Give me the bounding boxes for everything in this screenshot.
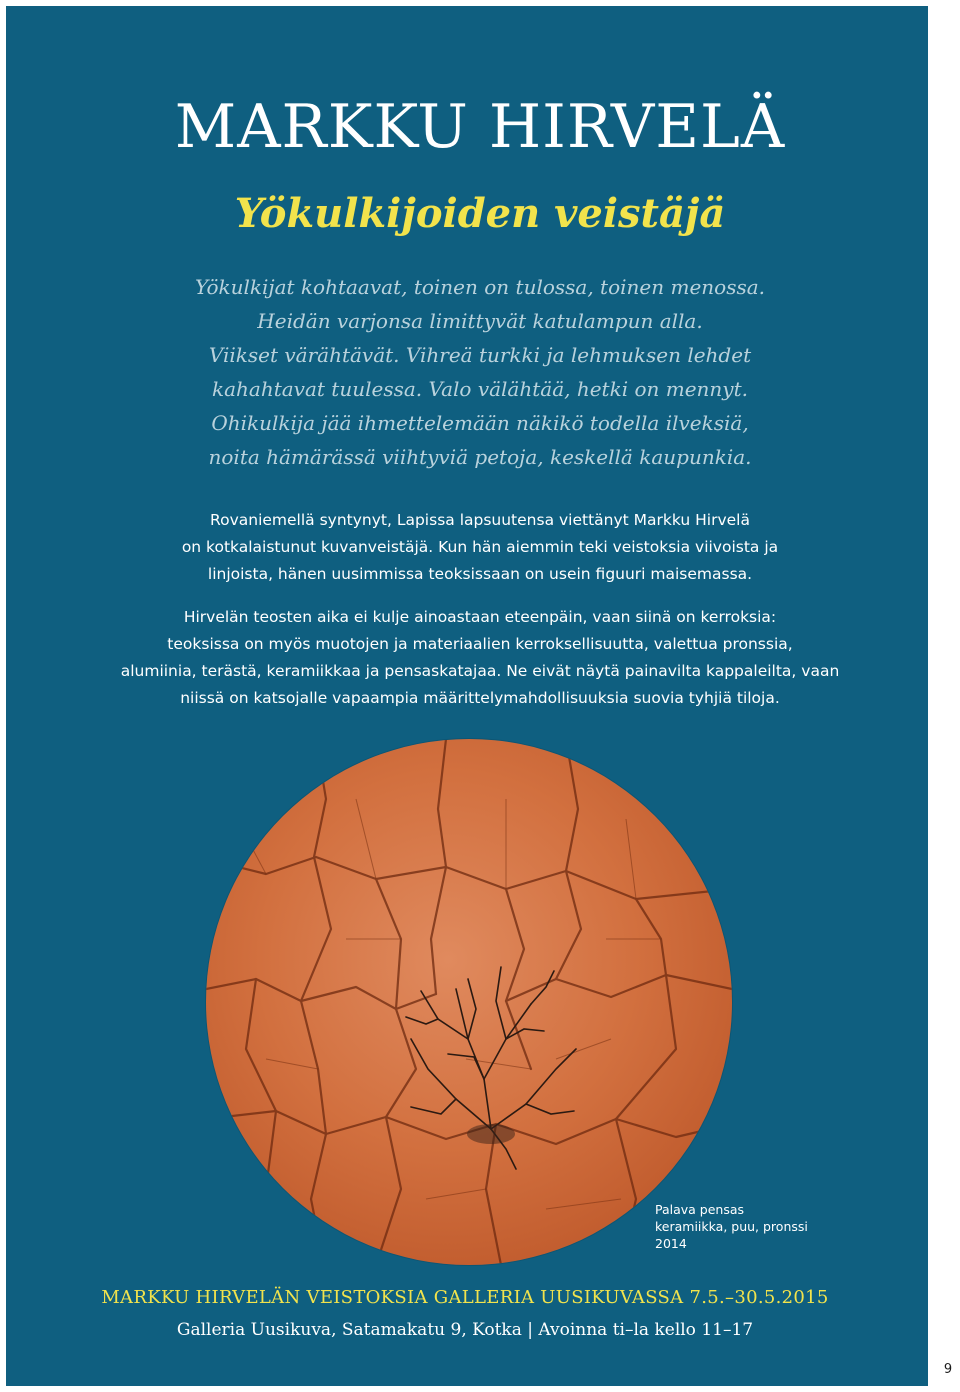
paragraph-line: on kotkalaistunut kuvanveistäjä. Kun hän aiemmin teki veistoksia viivoista ja	[181, 538, 779, 556]
paragraph-line: Hirvelän teosten aika ei kulje ainoastaan eteenpäin, vaan siinä on kerroksia:	[183, 608, 777, 626]
poem-line: kahahtavat tuulessa. Valo välähtää, hetki on mennyt.	[211, 377, 748, 401]
poem	[80, 270, 880, 474]
paragraph-line: Rovaniemellä syntynyt, Lapissa lapsuutensa viettänyt Markku Hirvelä	[210, 511, 750, 529]
caption-year: 2014	[655, 1236, 687, 1251]
venue-info: Galleria Uusikuva, Satamakatu 9, Kotka | Avoinna ti–la kello 11–17	[176, 1320, 754, 1340]
poem-line: Viikset värähtävät. Vihreä turkki ja lehmuksen lehdet	[208, 343, 752, 367]
exhibition-banner: MARKKU HIRVELÄN VEISTOKSIA GALLERIA UUSIKUVASSA 7.5.–30.5.2015	[101, 1287, 829, 1308]
description-paragraph	[80, 604, 880, 712]
sculpture-image	[206, 739, 732, 1265]
poem-line: Heidän varjonsa limittyvät katulampun alla.	[257, 309, 703, 333]
page-subtitle: Yökulkijoiden veistäjä	[234, 190, 726, 237]
intro-paragraph	[80, 507, 880, 588]
paragraph-line: teoksissa on myös muotojen ja materiaalien kerroksellisuutta, valettua pronssia,	[167, 635, 793, 653]
poem-line: Yökulkijat kohtaavat, toinen on tulossa, toinen menossa.	[194, 275, 766, 299]
poem-line: noita hämärässä viihtyviä petoja, keskellä kaupunkia.	[208, 445, 752, 469]
paragraph-line: alumiinia, terästä, keramiikkaa ja pensaskatajaa. Ne eivät näytä painavilta kappaleilta, vaan	[120, 662, 840, 680]
page-number: 9	[943, 1362, 953, 1377]
artwork-caption	[655, 1201, 855, 1252]
page-title: MARKKU HIRVELÄ	[174, 92, 786, 162]
caption-material: keramiikka, puu, pronssi	[655, 1219, 808, 1234]
poem-line: Ohikulkija jää ihmettelemään näkikö todella ilveksiä,	[211, 411, 749, 435]
paragraph-line: linjoista, hänen uusimmissa teoksissaan on usein figuuri maisemassa.	[207, 565, 753, 583]
caption-title: Palava pensas	[655, 1202, 745, 1217]
paragraph-line: niissä on katsojalle vapaampia määrittelymahdollisuuksia suovia tyhjiä tiloja.	[180, 689, 780, 707]
cracked-clay-texture	[206, 739, 732, 1265]
